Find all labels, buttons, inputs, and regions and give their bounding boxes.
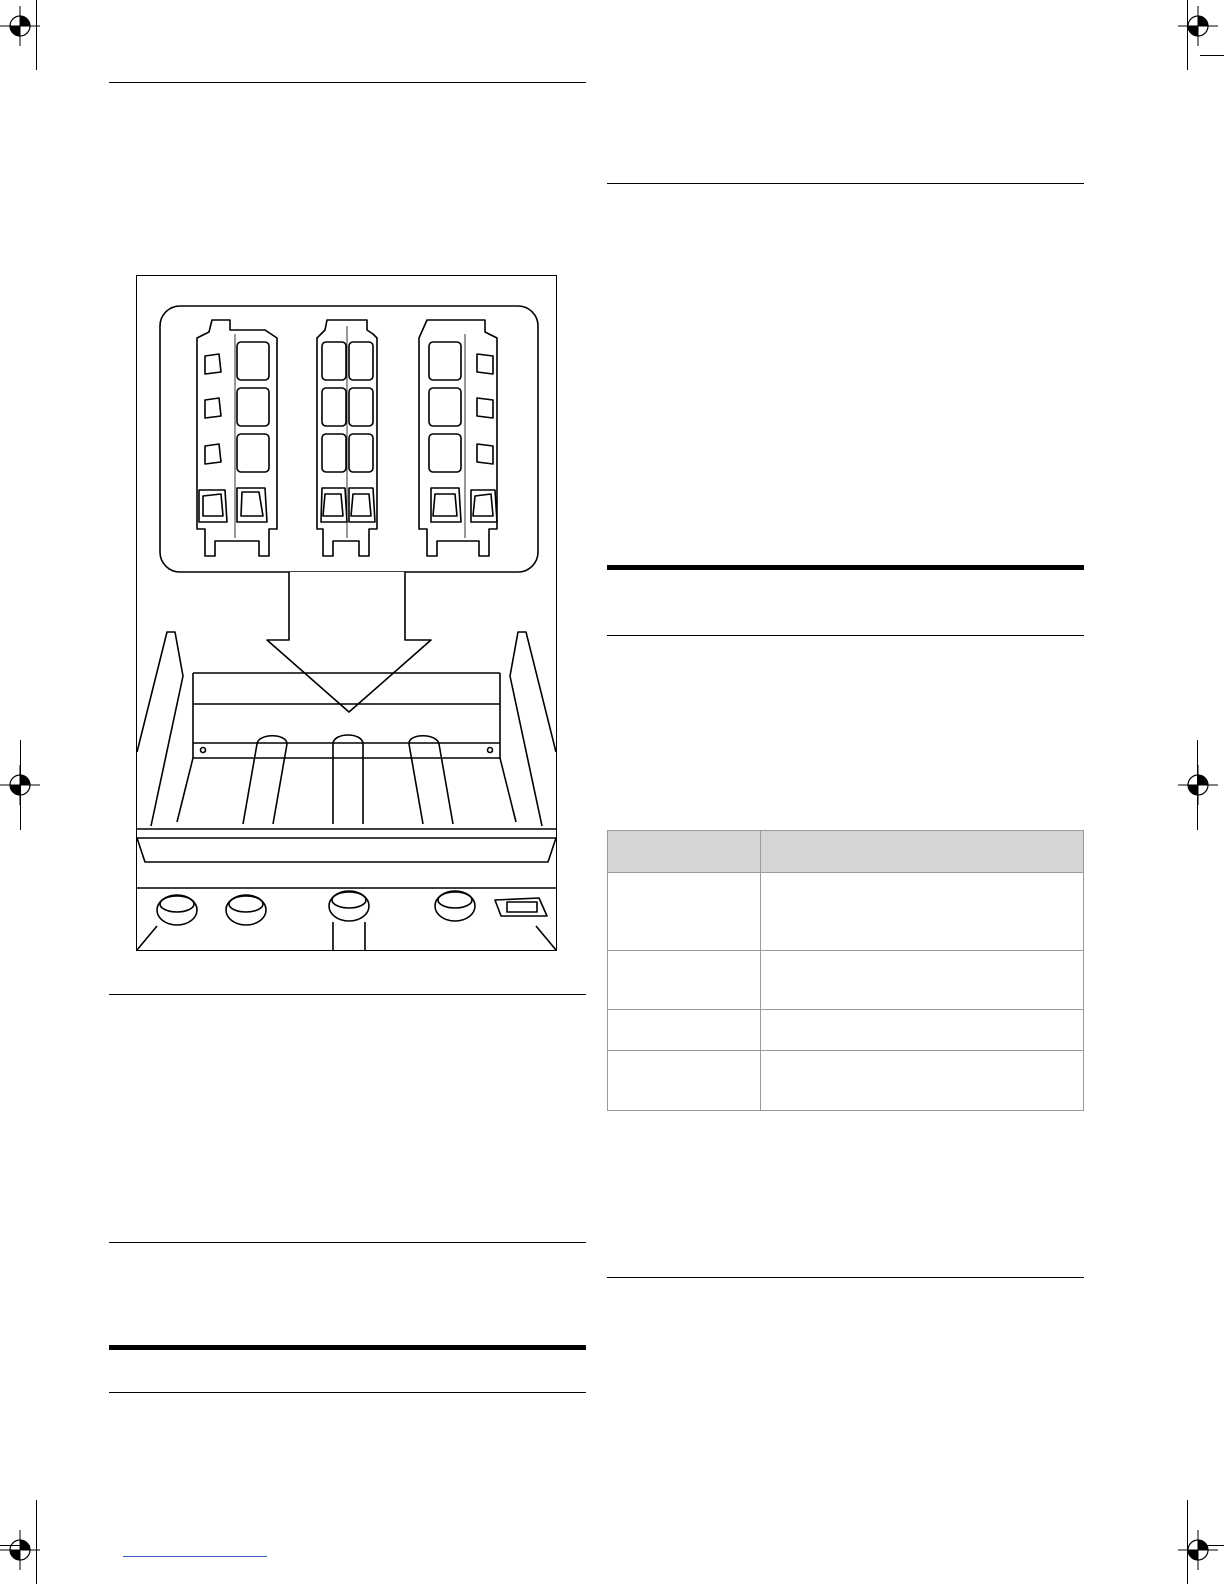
- section-divider: [607, 183, 1084, 184]
- figure-illustration: [136, 275, 557, 951]
- table-cell: [761, 1010, 1084, 1051]
- table-cell: [608, 1051, 761, 1111]
- chapter-divider: [109, 1345, 586, 1350]
- crop-mark: [1200, 55, 1224, 56]
- table-cell: [761, 873, 1084, 951]
- table-cell: [761, 951, 1084, 1010]
- crop-mark: [36, 1500, 37, 1584]
- section-divider: [109, 994, 586, 995]
- crop-mark: [1187, 0, 1188, 70]
- crop-mark: [20, 740, 21, 830]
- chapter-divider: [607, 565, 1084, 570]
- registration-mark-icon: [1178, 1530, 1218, 1570]
- table-row: [608, 1010, 1084, 1051]
- table-row: [608, 873, 1084, 951]
- crop-mark: [0, 1545, 30, 1546]
- table-row: [608, 951, 1084, 1010]
- footer-link[interactable]: [123, 1556, 267, 1557]
- table-cell: [608, 951, 761, 1010]
- crop-mark: [36, 0, 37, 70]
- section-divider: [109, 1242, 586, 1243]
- registration-mark-icon: [1178, 6, 1218, 46]
- table-cell: [608, 1010, 761, 1051]
- section-divider: [607, 1277, 1084, 1278]
- registration-mark-icon: [1178, 765, 1218, 805]
- registration-mark-icon: [0, 1530, 40, 1570]
- table-cell: [608, 873, 761, 951]
- section-divider: [607, 635, 1084, 636]
- table-cell: [761, 1051, 1084, 1111]
- burner-deflector-installation-illustration: [137, 276, 556, 950]
- spec-table: [607, 830, 1084, 1111]
- section-divider: [109, 1392, 586, 1393]
- crop-mark: [1200, 1545, 1224, 1546]
- table-header-cell: [761, 831, 1084, 873]
- section-divider: [109, 82, 586, 83]
- registration-mark-icon: [0, 6, 40, 46]
- crop-mark: [1187, 1500, 1188, 1584]
- table-header-row: [608, 831, 1084, 873]
- table-row: [608, 1051, 1084, 1111]
- table-header-cell: [608, 831, 761, 873]
- crop-mark: [1197, 740, 1198, 830]
